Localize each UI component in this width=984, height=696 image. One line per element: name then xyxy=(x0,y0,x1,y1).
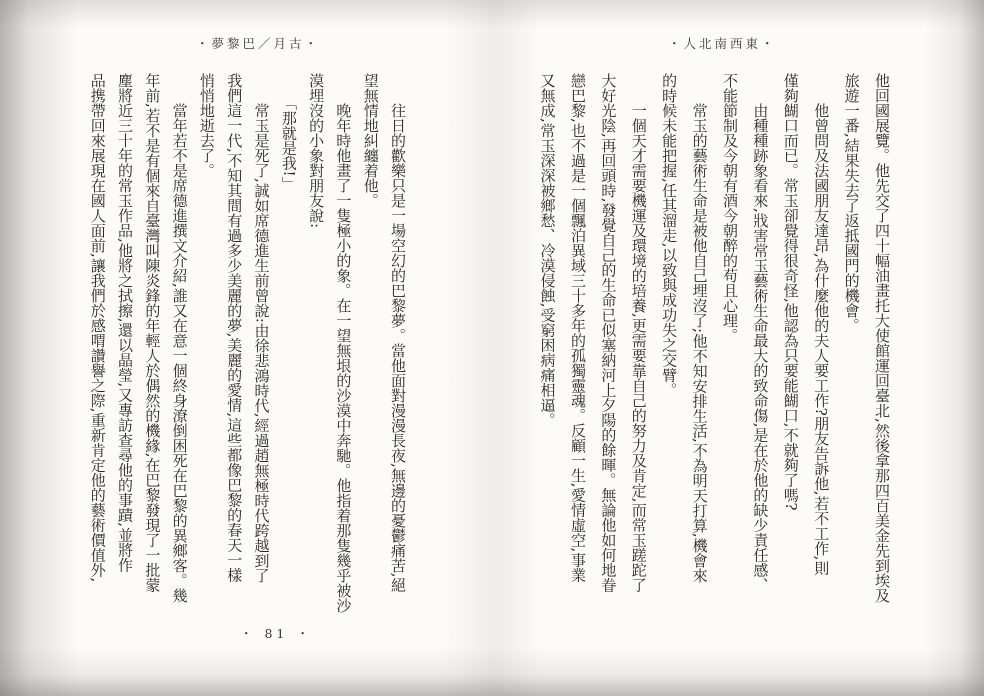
text-column: 晚年時他畫了一隻極小的象。在一望無垠的沙漠中奔馳。他指着那隻幾乎被沙 xyxy=(334,73,353,613)
text-column: 由種種跡象看來,戕害常玉藝術生命最大的致命傷,是在於他的缺少責任感、 xyxy=(751,73,770,593)
text-column: 不能節制及今朝有酒今朝醉的苟且心理。 xyxy=(720,73,739,343)
left-page-text-block xyxy=(83,73,411,621)
text-column: 年前,若不是有個來自臺灣叫陳炎鋒的年輕人於偶然的機緣,在巴黎發現了一批蒙 xyxy=(143,73,162,593)
text-column: 大好光陰,再回頭時,發覺自己的生命已似塞納河上夕陽的餘暉。無論他如何地眷 xyxy=(599,73,618,593)
text-column: 常玉是死了,誠如席德進生前曾說:由徐悲鴻時代,經過趙無極時代跨越到了 xyxy=(252,73,271,583)
text-column: 戀巴黎,也不過是一個飄泊異域三十多年的孤獨靈魂。反顧一生,愛情虛空,事業 xyxy=(568,73,587,583)
right-page-text-block xyxy=(532,73,897,621)
text-column: 往日的歡樂只是一場空幻的巴黎夢。當他面對漫漫長夜,無邊的憂鬱痛苦,絕 xyxy=(389,73,407,593)
running-head-left-page: ・夢黎巴／月古・ xyxy=(196,36,321,51)
text-column: 的時候未能把握,任其溜走,以致與成功失之交臂。 xyxy=(660,73,679,398)
text-column: 常玉的藝術生命是被他自己埋沒了;他不知安排生活,不為明天打算,機會來 xyxy=(690,73,709,583)
text-column: 當年若不是席德進撰文介紹,誰又在意一個終身潦倒困死在巴黎的異鄉客。幾 xyxy=(170,73,189,603)
text-column: 塵將近三十年的常玉作品,他將之拭擦,還以晶瑩,又專訪查尋他的事蹟,並將作 xyxy=(116,73,135,573)
text-column: 漠埋沒的小象對朋友說: xyxy=(307,73,326,229)
text-column: 悄悄地逝去了。 xyxy=(197,73,216,178)
page-number: ・ 81 ・ xyxy=(240,626,313,641)
text-column: 「那就是我!」 xyxy=(279,73,298,192)
text-column: 望無情地糾纏着他。 xyxy=(361,73,380,208)
text-column: 僅夠餬口而已。常玉卻覺得很奇怪,他認為只要能餬口,不就夠了嗎? xyxy=(781,73,800,511)
text-column: 他曾問及法國朋友達昂,為什麼他的夫人要工作?朋友告訴他,若不工作,則 xyxy=(812,73,831,576)
text-column: 旅遊一番,結果失去了返抵國門的機會。 xyxy=(842,73,861,333)
text-column: 品携帶回來展現在國人面前,讓我們於感喟讚譽之際,重新肯定他的藝術價值外, xyxy=(88,73,107,583)
text-column: 他回國展覽。他先交了四十幅油畫托大使館運回臺北,然後拿那四百美金先到埃及 xyxy=(873,73,891,603)
text-column: 一個天才需要機運及環境的培養,更需要靠自己的努力及肯定,而常玉蹉跎了 xyxy=(629,73,648,593)
running-head-right-page: ・人北南西東・ xyxy=(668,36,777,51)
text-column: 我們這一代,不知其間有過多少美麗的夢,美麗的愛情,這些都像巴黎的春天一樣 xyxy=(225,73,244,583)
text-column: 又無成,常玉深深被鄉愁、冷漠侵蝕,受窮困病痛相逼。 xyxy=(538,73,557,428)
